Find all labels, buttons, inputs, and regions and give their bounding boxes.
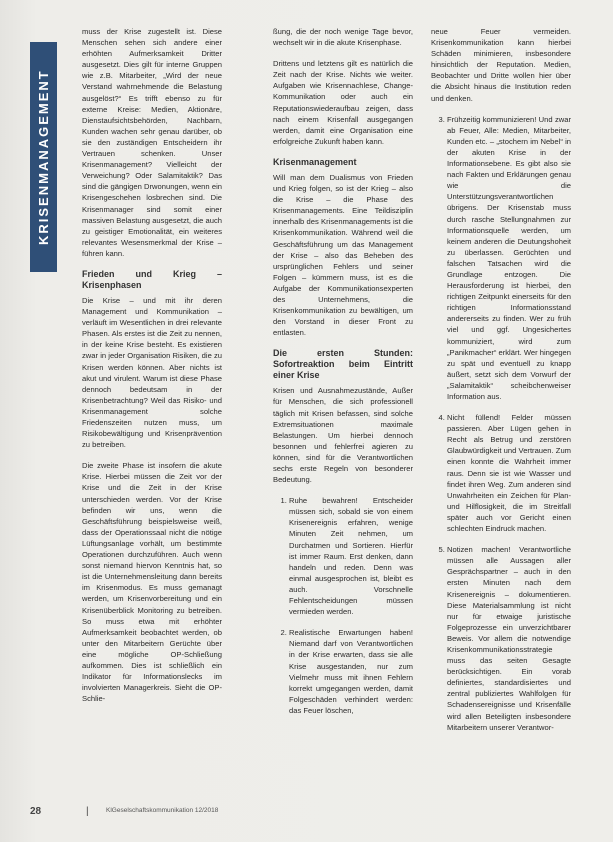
list-item: 2. Realistische Erwartungen haben! Niemand darf von Verantwortlichen in der Krise erwarten, dass sie alle Krise ausgestanden, nur zum Vielmehr muss mit ihnen Fehlern korrekt umgegangen werden, damit Folgeschäden verhindert werden: das Feuer löschen, <box>289 627 413 716</box>
rules-list <box>273 495 413 716</box>
list-item: 1. Ruhe bewahren! Entscheider müssen sich, sobald sie von einem Krisenereignis erfahren, wenige Minuten Zeit nehmen, um Durchatmen und Sortieren. Hierfür ist immer Raum. Erst denken, dann handeln und reden. Denn was einmal ausgesprochen ist, bleibt es auch. Vorschnelle Fehlentscheidungen müssen vermieden werden. <box>289 495 413 617</box>
section-heading: Frieden und Krieg – Krisenphasen <box>82 268 222 290</box>
paragraph: Krisen und Ausnahmezustände, Außer für Menschen, die sich professionell täglich mit Krisen befassen, sind solche Extremsituationen maximale Belastungen. Um hierbei dennoch besonnen und fehlerfrei agieren zu können, sind für die Verantwortlichen sechs erste Regeln von besonderer Bedeutung. <box>273 386 413 485</box>
paragraph: muss der Krise zugestellt ist. Diese Menschen sehen sich andere einer erhöhten Aufmerksamkeit Dritter ausgesetzt. Dies gilt für interne Gruppen wie z.B. Mitarbeiter, „Wird der neue Verstand wahrnehmende die Belastung ausgelöst?“ Es trifft ebenso zu für externe Kreise: Medien, Aktionäre, Dienstaufsichtsbehörden, Nachbarn, Kunden wachen sehr genau darüber, ob sie den zuständigen Entscheidern ihr Vertrauen schenken. Unser Krisenmanagement? Vielleicht der Verweichung? Oder Salamitaktik? Das sind die gängigen Drwonungen, wenn ein Krisengeschehen losbrechen sind. Die Krisenmanager sind somit einer massiven Belastung ausgesetzt, die auch zu geistiger Emotionalität, ein weiteres relevantes Wesensmerkmal der Krise – führen kann. <box>82 27 222 258</box>
text-column-3 <box>431 26 571 816</box>
text-column-2 <box>273 26 413 816</box>
paragraph: Will man dem Dualismus von Frieden und Krieg folgen, so ist der Krieg – also die Krise – die Phase des Krisenmanagements. Eine Teildisziplin innerhalb des Krisenmanagements ist die Krisenkommunikation. Während weil die Geschäftsführung um das Management der Krise – also das Beheben des ursprünglichen Fehlers und seiner Folgen – kümmern muss, ist es die Aufgabe der Kommunikationsexperten des Unternehmens, die Krisenkommunikation zu bewältigen, um den Vorstand in dieser Front zu entlasten. <box>273 172 413 338</box>
list-item: 4. Nicht füllend! Felder müssen passieren. Aber Lügen gehen in Recht als Betrug und zerstören Glaubwürdigkeit und Vertrauen. Zum einen konnte die Wahrheit immer raus. Denn sie ist wie Wasser und findet ihren Weg. Zum anderen sind Unwahrheiten ein Zeichen für Plan- und Hilflosigkeit, die im Streitfall später auch vor Gericht einen schlechten Eindruck machen. <box>447 412 571 534</box>
rules-list <box>431 114 571 733</box>
paragraph: Drittens und letztens gilt es natürlich die Zeit nach der Krise. Nichts wie weiter. Aufgaben wie Krisennachlese, Change-Kommunikation oder auch ein Reputationswiederaufbau zeigen, dass nach einem Krisenfall ausgegangen werden, damit eine Organisation eine erfolgreiche Zukunft haben kann. <box>273 59 413 146</box>
publication-name: KlGeselschaftskommunikation 12/2018 <box>106 807 219 814</box>
footer-separator: | <box>86 806 89 817</box>
list-item: 3. Frühzeitig kommunizieren! Und zwar ab Feuer, Alle: Medien, Mitarbeiter, Kunden etc. – „stochern im Nebel“ in der akuten Krise in der Informationsebene. Es gibt also sie nach Fakten und Erklärungen genau wie die Unterstützungsverantwortlichen übrigens. Der Krisenstab muss durch rasche Stellungnahmen zur Informationsquelle werden, um keinem anderen die Deutungshoheit zu überlassen. Gerüchten und falschen Tatsachen wird die Grundlage entzogen. Die Herausforderung ist hierbei, den richtigen Zeitpunkt einerseits für den richtigen Informationsstand andererseits zu finden. Wer zu früh viel und ggf. Ungesichertes kommuniziert, wird zum „Panikmacher“ erklärt. Wer hingegen zu spät und eventuell zu knapp äußert, setzt sich dem Vorwurf der „Salamitaktik“ scheibchenweiser Information aus. <box>447 114 571 402</box>
page-number: 28 <box>30 806 42 817</box>
paragraph: Die Krise – und mit ihr deren Management und Kommunikation – verläuft im Wesentlichen in drei relevante Phasen. Als erstes ist die Zeit zu nennen, in der keine Krise besteht. Es existieren zwar in jeder Organisation Risiken, die zu Krisen werden können. Aber nichts ist akut und virulent. Warum ist diese Phase dennoch bedeutsam in der Krisenbetrachtung? Weil das Risiko- und Krisenmanagement solche Friedenszeiten nutzen muss, um Risikobewältigung und Krisenprävention zu betreiben. <box>82 295 222 450</box>
section-heading: Die ersten Stunden: Sofortreaktion beim Eintritt einer Krise <box>273 348 413 381</box>
text-column-1 <box>82 26 222 816</box>
section-heading: Krisenmanagement <box>273 156 357 167</box>
paragraph: Die zweite Phase ist insofern die akute Krise. Hierbei müssen die Zeit vor der Krise und die Zeit in der Krise unterschieden werden. Vor der Krise befinden wir uns, wenn die Geschäftsführung beispielsweise weiß, dass der Operationssaal nicht die nötige Lüftungsanlage vorhält, um bestimmte Operationen durchzuführen. Auch wenn sonst niemand hiervon Kenntnis hat, so ist die Unternehmensleitung dann bereits im Krisenmodus. Es muss gemanagt werden, um Krisenvorbereitung und ein Krisenüberblick Monitoring zu betreiben. So muss etwa mit erhöhter Aufmerksamkeit beobachtet werden, ob unter den Mitarbeitern Gerüchte über eine mögliche OP-Schließung aufkommen. Dies ist schließlich ein Indikator für Informationslecks im involvierten Managerkreis. Sieht die OP-Schlie- <box>82 461 222 704</box>
paragraph: ßung, die der noch wenige Tage bevor, wechselt wir in die akute Krisenphase. <box>273 27 413 48</box>
section-tab-label: KRISENMANAGEMENT <box>36 69 51 245</box>
page-footer <box>30 806 580 820</box>
list-item: 5. Notizen machen! Verantwortliche müssen alle Aussagen aller Gesprächspartner – auch in den ersten Minuten nach dem Krisenereignis – dokumentieren. Diese Materialsammlung ist nicht nur für etwaige juristische Folgeprozesse ein unverzichtbarer Beweis. Vor allem die notwendige Krisenkommunikationsstrategie muss das seiten Gesagte berücksichtigen. Ein vorab definiertes, standardisiertes und zentral publiziertes Wahlfolgen für Schadensereignisse und Krisenfälle wird allen Beteiligten insbesondere Mitarbeitern unserer Verantwor- <box>447 544 571 733</box>
paragraph: neue Feuer vermeiden. Krisenkommunikation kann hierbei Schäden minimieren, insbesondere hinsichtlich der Reputation. Medien, Beobachter und Dritte wollen hier über die Absicht hinaus die Institution reden und denken. <box>431 27 571 103</box>
